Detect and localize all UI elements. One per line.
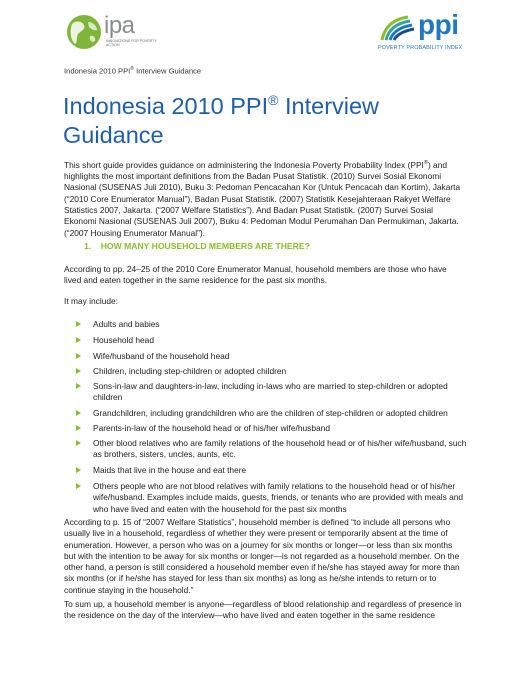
list-item — [76, 381, 468, 404]
running-header-title: Indonesia 2010 PPI — [64, 66, 131, 76]
registered-mark: ® — [130, 66, 134, 72]
bullet-arrow-icon — [76, 353, 81, 359]
paragraph-text: To sum up, a household member is anyone—regardless of blood relationship and regardless of presence in the residence on the day of the interview—who have lived and eaten together in the same residence — [64, 599, 462, 621]
running-header — [64, 66, 201, 76]
paragraph-text: According to p. 15 of “2007 Welfare Statistics”, household member is defined “to include all persons who usually live in a household, regardless of whether they were present or temporarily absent at the time of enumeration. However, a person who was on a journey for six months or longer—or less than six months but with the intention to be away for six months or longer—is not regarded as a household member. On the other hand, a person is still considered a household member even if he/she has stayed away for more than six months (or if he/she has stayed for less than six months) as long as he/she intends to return or to continue staying in the household.” — [64, 517, 460, 595]
intro-paragraph — [64, 158, 466, 239]
bullet-arrow-icon — [76, 383, 81, 389]
paragraph-text: According to pp. 24–25 of the 2010 Core Enumerator Manual, household members are those who have lived and eaten together in the same residence for the past six months. — [64, 264, 447, 286]
bullet-arrow-icon — [76, 467, 81, 473]
list-item-text: Maids that live in the house and eat there — [93, 465, 247, 475]
list-item-text: Wife/husband of the household head — [93, 351, 230, 361]
list-item — [76, 408, 468, 419]
list-item — [76, 465, 468, 476]
ipa-logo-tagline: INNOVATIONS FOR POVERTY ACTION — [106, 39, 157, 48]
bullet-arrow-icon — [76, 410, 81, 416]
list-item-text: Parents-in-law of the household head or of his/her wife/husband — [93, 423, 330, 433]
intro-text-a: This short guide provides guidance on administering the Indonesia Poverty Probability Index (PPI — [64, 159, 424, 170]
list-item — [76, 438, 468, 461]
paragraph-text: It may include: — [64, 296, 118, 306]
ipa-logo — [64, 10, 164, 54]
ppi-logo — [378, 9, 478, 54]
bullet-arrow-icon — [76, 368, 81, 374]
ppi-arcs-icon — [380, 14, 416, 42]
paragraph-summary — [64, 599, 466, 622]
list-item-text: Household head — [93, 335, 155, 345]
intro-registered-mark: ® — [423, 160, 428, 166]
list-item — [76, 366, 468, 377]
list-item — [76, 481, 468, 515]
paragraph-household-definition — [64, 264, 466, 287]
title-registered-mark: ® — [268, 92, 279, 108]
list-item-text: Children, including step-children or adopted children — [93, 366, 287, 376]
list-item — [76, 423, 468, 434]
intro-text-b: ) and highlights the most important definitions from the Badan Pusat Statistik. (2010) Survei Sosial Ekonomi Nasional (SUSENAS Juli 2010), Buku 3: Pedoman Pencacahan Kor (Untuk Pencacah dan Kortim), Jakarta (“2010 Core Enumerator Manual”), Badan Pusat Statistik. (2007) Statistik Kesejahteraan Rakyet Welfare Statistics 2007, Jakarta. (“2007 Welfare Statistics”). And Badan Pusat Statistik. (2007) Survei Sosial Ekonomi Nasional (SUSENAS Juli 2007), Buku 4: Pedoman Modul Perumahan Dan Permukiman, Jakarta. (“2007 Housing Enumerator Manual”). — [64, 159, 461, 238]
section-heading: 1. HOW MANY HOUSEHOLD MEMBERS ARE THERE? — [84, 241, 310, 251]
list-item — [76, 335, 468, 346]
bullet-arrow-icon — [76, 483, 81, 489]
list-item-text: Grandchildren, including grandchildren who are the children of step-children or adopted children — [93, 408, 448, 418]
list-item — [76, 319, 468, 330]
list-item-text: Others people who are not blood relatives with family relations to the household head or of his/her wife/husband. Examples include maids, guests, friends, or tenants who are provided with meals and who have lived and eaten with the household for the past six months — [93, 481, 464, 514]
globe-icon — [64, 12, 104, 52]
paragraph-welfare-statistics — [64, 517, 466, 596]
title-part1: Indonesia 2010 PPI — [63, 92, 269, 119]
bullet-arrow-icon — [76, 440, 81, 446]
bullet-arrow-icon — [76, 321, 81, 327]
ipa-logo-text: ipa — [104, 12, 135, 39]
ppi-logo-text: ppi — [418, 9, 459, 40]
ppi-logo-tagline: POVERTY PROBABILITY INDEX — [378, 45, 463, 51]
running-header-title-rest: Interview Guidance — [133, 66, 202, 76]
bullet-arrow-icon — [76, 337, 81, 343]
bullet-arrow-icon — [76, 425, 81, 431]
list-item-text: Other blood relatives who are family relations of the household head or of his/her wife/husband, such as brothers, sisters, uncles, aunts, etc. — [93, 438, 467, 460]
list-item-text: Sons-in-law and daughters-in-law, including in-laws who are married to step-children or adopted children — [93, 381, 448, 403]
list-item-text: Adults and babies — [93, 319, 160, 329]
list-item — [76, 351, 468, 362]
title-part2: Interview Guidance — [63, 92, 380, 148]
page-title — [63, 86, 483, 150]
paragraph-may-include — [64, 296, 466, 307]
